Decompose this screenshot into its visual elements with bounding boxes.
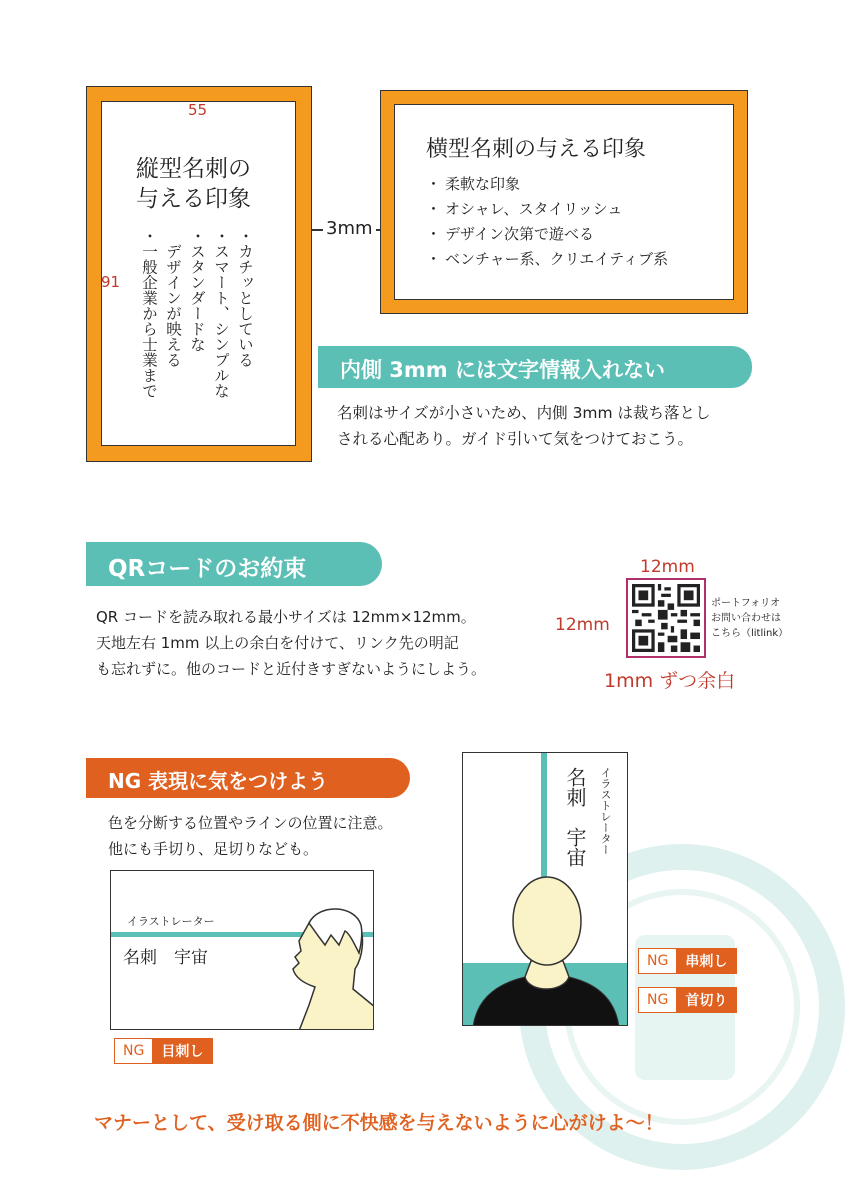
qr-margin-label: 1mm ずつ余白 [604, 670, 736, 692]
list-item: ・カチッとしている [236, 228, 254, 368]
ng-badge-kubikiri: NG 首切り [638, 987, 737, 1013]
qr-width-label: 12mm [640, 557, 695, 577]
list-item: ・ オシャレ、スタイリッシュ [426, 197, 668, 222]
list-item: ・一般企業から士業まで [140, 228, 158, 399]
list-item: ・ ベンチャー系、クリエイティブ系 [426, 247, 668, 272]
gap-label: 3mm [323, 218, 376, 239]
ng-text: 色を分断する位置やラインの位置に注意。 他にも手切り、足切りなども。 [108, 814, 393, 858]
vertical-card-title: 縦型名刺の 与える印象 [136, 156, 251, 212]
qr-caption: ポートフォリオ お問い合わせは こちら（litlink） [711, 598, 789, 639]
list-item: ・スマート、シンプルな [212, 228, 230, 399]
qr-height-label: 12mm [555, 615, 610, 635]
inner-margin-text: 名刺はサイズが小さいため、内側 3mm は裁ち落とし される心配あり。ガイド引いて気をつけておこう。 [337, 404, 711, 448]
ribbon-ng: NG 表現に気をつけよう [86, 758, 410, 798]
ng-badge-mesashi: NG 目刺し [114, 1038, 213, 1064]
list-item: ・スタンダードな [188, 228, 206, 352]
list-item: ・ 柔軟な印象 [426, 172, 668, 197]
footer-message: マナーとして、受け取る側に不快感を与えないように心がけよ〜！ [94, 1112, 664, 1134]
horizontal-card-title: 横型名刺の与える印象 [426, 137, 647, 162]
ng-vertical-name: 名刺 宇宙 [563, 767, 587, 867]
qr-code [626, 578, 706, 658]
ng-badge-kushizashi: NG 串刺し [638, 948, 737, 974]
ng-horizontal-role: イラストレーター [127, 915, 215, 928]
list-item: デザインが映える [164, 243, 182, 368]
ng-horizontal-name: 名刺 宇宙 [123, 948, 208, 968]
ng-vertical-card [462, 752, 628, 1026]
horizontal-card-bullets [426, 172, 668, 272]
vertical-card-height-label: 91 [101, 273, 121, 291]
ng-vertical-role: イラストレーター [599, 767, 612, 855]
qr-text: QR コードを読み取れる最小サイズは 12mm×12mm。 天地左右 1mm 以上の余白を付けて、リンク先の明記 も忘れずに。他のコードと近付きすぎないようにしよう。 [96, 608, 487, 678]
vertical-card-bullets [137, 228, 257, 448]
ribbon-inner-margin: 内側 3mm には文字情報入れない [318, 346, 752, 388]
ribbon-qr: QRコードのお約束 [86, 542, 382, 586]
ng-horizontal-card [110, 870, 374, 1030]
list-item: ・ デザイン次第で遊べる [426, 222, 668, 247]
vertical-card-width-label: 55 [188, 101, 208, 119]
